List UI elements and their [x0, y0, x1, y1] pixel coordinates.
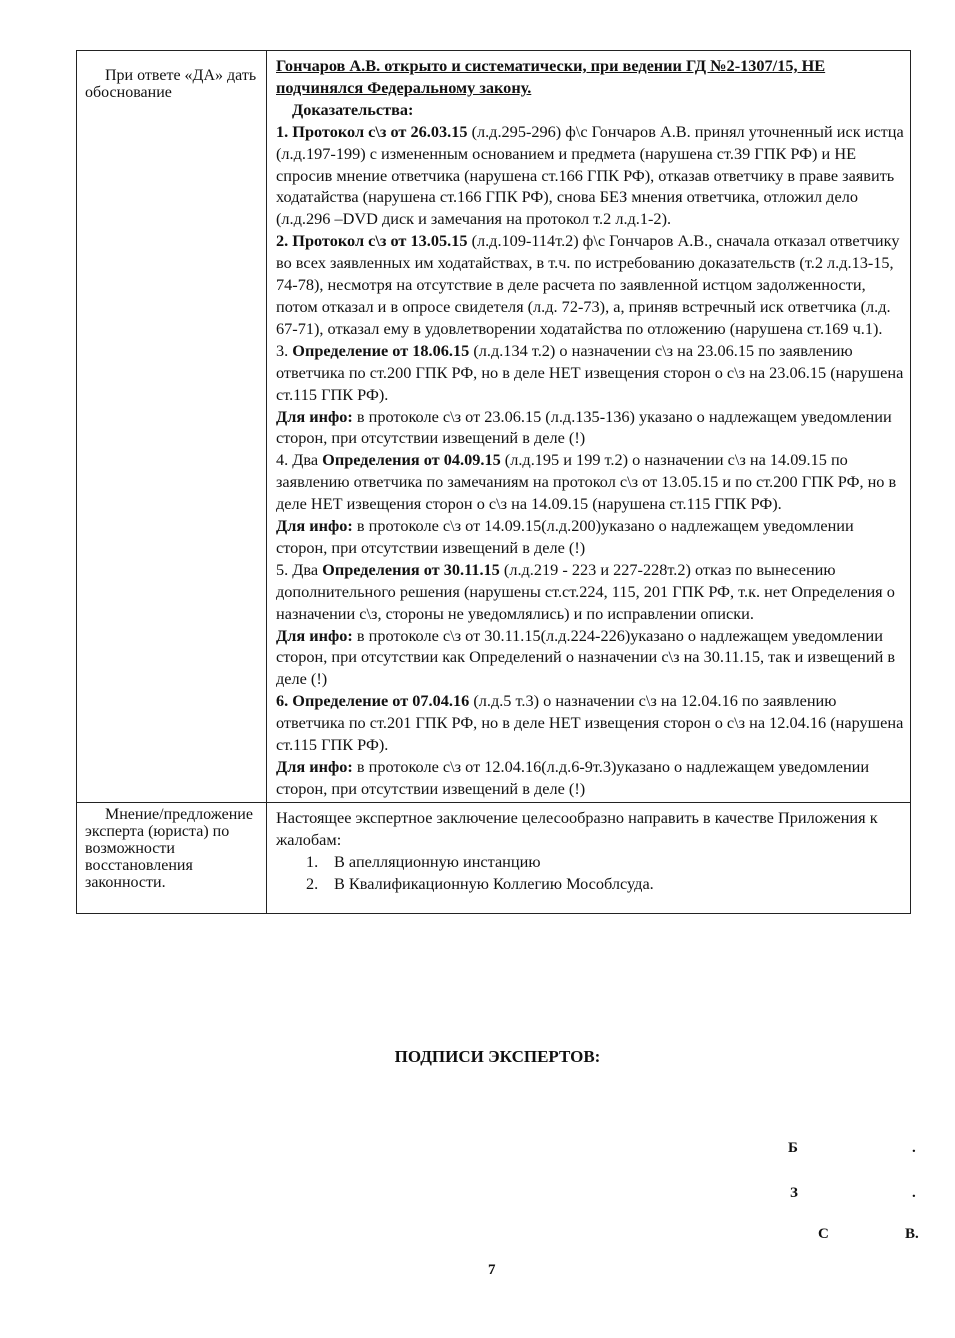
justification-content [267, 51, 910, 802]
justification-heading: Гончаров А.В. открыто и систематически, при ведении ГД №2-1307/15, НЕ подчинялся Федеральному закону. [276, 56, 826, 97]
justification-row [77, 51, 910, 802]
opinion-text: Настоящее экспертное заключение целесообразно направить в качестве Приложения к жалобам: [276, 807, 878, 849]
opinion-row [77, 802, 910, 913]
signatures-title: ПОДПИСИ ЭКСПЕРТОВ: [394, 1047, 601, 1066]
evidence-item: 5. Два Определения от 30.11.15 (л.д.219 - 223 и 227-228т.2) отказ по вынесению дополнительного решения (нарушены ст.ст.224, 115, 201 ГПК РФ, т.к. нет Определения о назначении с\з, стороны не уведомлялись) и по исправлении описки. [276, 559, 895, 623]
evidence-item: 6. Определение от 07.04.16 (л.д.5 т.3) о назначении с\з на 12.04.16 по заявлению ответчика по ст.201 ГПК РФ, но в деле НЕТ извещения сторон о с\з на 12.04.16 (нарушена ст.115 ГПК РФ). [276, 691, 904, 755]
info-note: Для инфо: в протоколе с\з от 14.09.15(л.д.200)указано о надлежащем уведомлении сторон, при отсутствии извещений в деле (!) [276, 516, 854, 557]
signature-2-end: . [912, 1185, 916, 1201]
evidence-item: 1. Протокол с\з от 26.03.15 (л.д.295-296) ф\с Гончаров А.В. принял уточненный иск истца (л.д.197-199) с измененным основанием и предмета (нарушена ст.39 ГПК РФ) и НЕ спросив мнение ответчика (нарушена ст.166 ГПК РФ), отказав ответчику в праве заявить ходатайства (нарушена ст.166 ГПК РФ), снова БЕЗ мнения ответчика, отложил дело (л.д.296 –DVD диск и замечания на протокол т.2 л.д.1-2). [276, 121, 904, 229]
info-note: Для инфо: в протоколе с\з от 12.04.16(л.д.6-9т.3)указано о надлежащем уведомлении сторон, при отсутствии извещений в деле (!) [276, 757, 870, 798]
info-note: Для инфо: в протоколе с\з от 30.11.15(л.д.224-226)указано о надлежащем уведомлении сторон, при отсутствии как Определений о назначении с\з на 30.11.15, так и извещений в деле (!) [276, 625, 896, 689]
list-item: 1. В апелляционную инстанцию [306, 851, 541, 871]
evidence-item: 4. Два Определения от 04.09.15 (л.д.195 и 199 т.2) о назначении с\з на 14.09.15 по заявлению ответчика по замечаниям на протокол с\з от 13.05.15 и по ст.200 ГПК РФ, но в деле НЕТ извещения сторон о с\з на 14.09.15 (нарушена ст.115 ГПК РФ). [276, 450, 897, 514]
list-item: 2. В Квалификационную Коллегию Мособлсуда. [306, 873, 654, 893]
signature-2-initial: З [790, 1185, 798, 1201]
evidence-item: 3. Определение от 18.06.15 (л.д.134 т.2) о назначении с\з на 23.06.15 по заявлению ответчика по ст.200 ГПК РФ, но в деле НЕТ извещения сторон о с\з на 23.06.15 (нарушена ст.115 ГПК РФ). [276, 340, 904, 404]
info-note: Для инфо: в протоколе с\з от 23.06.15 (л.д.135-136) указано о надлежащем уведомлении сторон, при отсутствии извещений в деле (!) [276, 406, 892, 448]
opinion-content [267, 803, 910, 913]
signature-1-end: . [912, 1140, 916, 1156]
expert-table [76, 50, 911, 914]
signature-3-initial: С [818, 1226, 829, 1242]
justification-label: При ответе «ДА» дать обоснование [77, 51, 267, 802]
signature-3-end: В. [905, 1226, 919, 1242]
page-number: 7 [488, 1262, 496, 1278]
evidence-item: 2. Протокол с\з от 13.05.15 (л.д.109-114т.2) ф\с Гончаров А.В., сначала отказал ответчику во всех заявленных им ходатайствах, в т.ч. по истребованию доказательств (т.2 л.д.13-15, 74-78), несмотря на отсутствие в деле расчета по заявленной истцом задолженности, потом отказал и в опросе свидетеля (л.д. 72-73), а, приняв встречный иск ответчика (л.д. 67-71), отказал ему в удовлетворении ходатайства по отложению (нарушена ст.169 ч.1). [276, 231, 900, 338]
evidence-title: Доказательства: [292, 99, 414, 119]
signature-1-initial: Б [788, 1140, 798, 1156]
opinion-label: Мнение/предложение эксперта (юриста) по возможности восстановления законности. [77, 803, 267, 913]
